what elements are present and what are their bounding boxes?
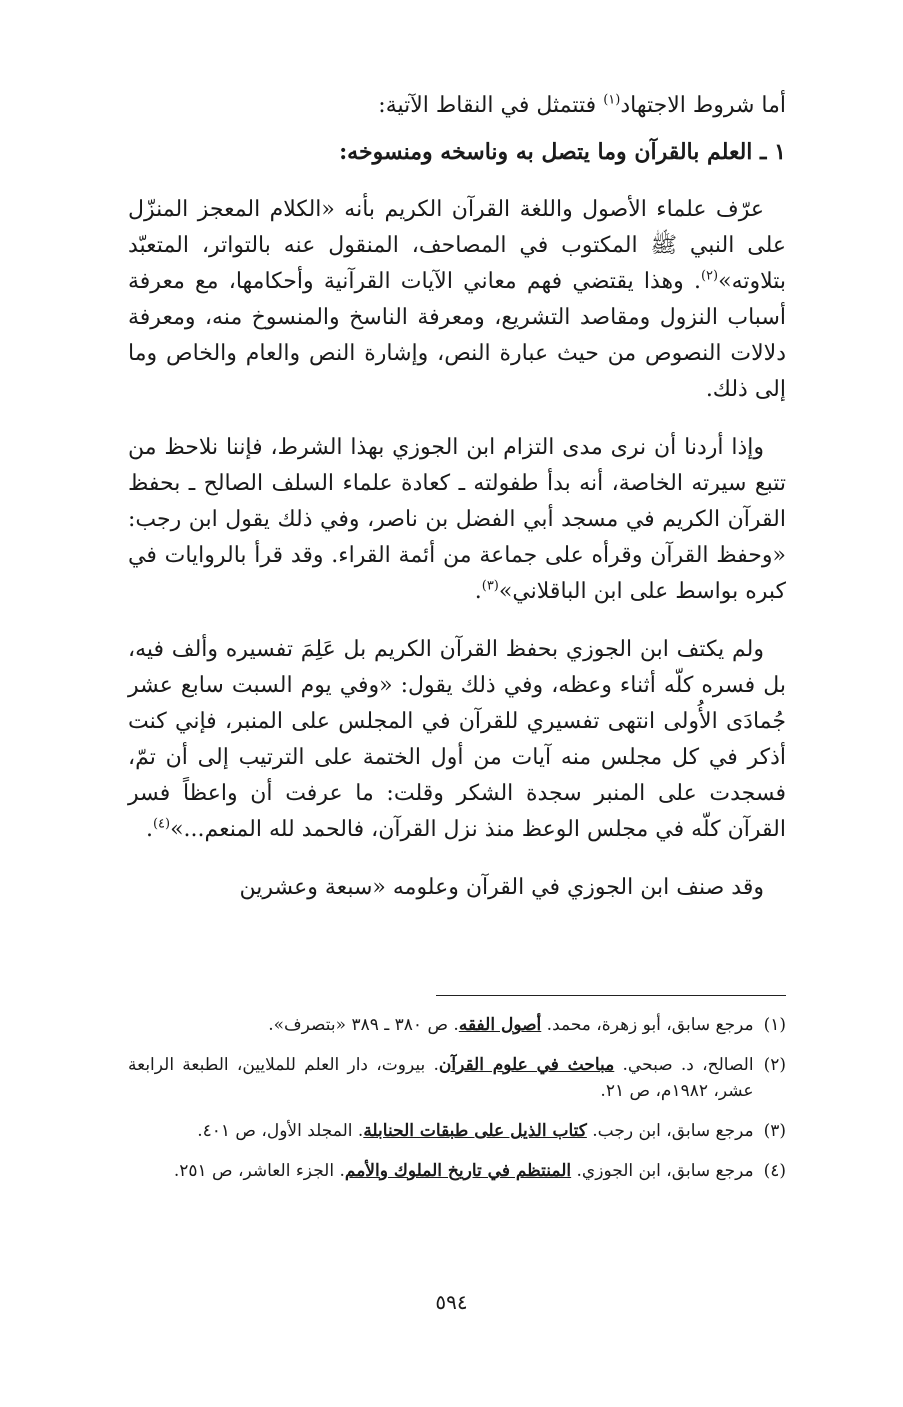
footnote-source: الصالح، د. صبحي.: [614, 1055, 754, 1075]
footnote-item: [128, 1012, 786, 1038]
paragraph-2: [128, 430, 786, 610]
footnote-ref: (٣): [481, 578, 499, 594]
footnote-item: [128, 1052, 786, 1104]
intro-tail: فتتمثل في النقاط الآتية:: [378, 93, 604, 118]
paragraph-text: عرّف علماء الأصول واللغة القرآن الكريم بأنه «الكلام المعجز المنزّل على النبي ﷺ المكتوب في المصاحف، المنقول عنه بالتواتر، المتعبّد بتلاوته»: [128, 197, 786, 294]
paragraph-text: وقد صنف ابن الجوزي في القرآن وعلومه «سبعة وعشرين: [239, 875, 764, 900]
page-number: ٥٩٤: [435, 1290, 468, 1314]
paragraph-3: [128, 632, 786, 848]
footnote-number: (٢): [763, 1055, 786, 1075]
section-heading: ١ ـ العلم بالقرآن وما يتصل به وناسخه ومنسوخه:: [339, 139, 786, 165]
paragraph-tail: .: [145, 817, 153, 842]
intro-text: أما شروط الاجتهاد: [620, 93, 786, 118]
footnote-details: . ص ٣٨٠ ـ ٣٨٩ «بتصرف».: [268, 1015, 459, 1035]
footnote-ref: (١): [603, 92, 621, 108]
footnote-source: مرجع سابق، ابن رجب.: [586, 1121, 754, 1141]
paragraph-text: ولم يكتف ابن الجوزي بحفظ القرآن الكريم بل عَلِمَ تفسيره وألف فيه، بل فسره كلّه أثناء وعظه، وفي ذلك يقول: «وفي يوم السبت سابع عشر جُمادَى الأُولى انتهى تفسيري للقرآن في المجلس على المنبر، فإني كنت أذكر في كل مجلس منه آيات من أول الختمة على الترتيب إلى أن تمّ، فسجدت على المنبر سجدة الشكر وقلت: ما عرفت أن واعظاً فسر القرآن كلّه في مجلس الوعظ منذ نزل القرآن، فالحمد لله المنعم...»: [128, 637, 786, 842]
footnote-title: المنتظم في تاريخ الملوك والأمم: [344, 1161, 572, 1181]
footnote-ref: (٢): [700, 268, 719, 284]
footnote-item: [128, 1118, 786, 1144]
footnote-details: . الجزء العاشر، ص ٢٥١.: [173, 1161, 345, 1181]
paragraph-4: [128, 870, 786, 906]
footnote-text: [128, 1158, 754, 1184]
footnote-divider: [436, 995, 786, 996]
footnote-number: (٣): [763, 1121, 786, 1141]
footnote-number: (١): [763, 1015, 786, 1035]
paragraph-tail: . وهذا يقتضي فهم معاني الآيات القرآنية وأحكامها، مع معرفة أسباب النزول ومقاصد التشريع، ومعرفة الناسخ والمنسوخ منه، ومعرفة دلالات النصوص من حيث عبارة النص، وإشارة النص والعام والخاص وما إلى ذلك.: [128, 269, 786, 402]
footnote-title: مباحث في علوم القرآن: [438, 1055, 615, 1075]
footnote-details: . بيروت، دار العلم للملايين، الطبعة الرابعة عشر، ١٩٨٢م، ص ٢١.: [128, 1055, 754, 1101]
footnote-ref: (٤): [152, 816, 171, 832]
footnote-text: [128, 1012, 754, 1038]
paragraph-tail: .: [474, 579, 482, 604]
main-text: [128, 88, 786, 926]
footnote-number: (٤): [763, 1161, 786, 1181]
footnote-title: أصول الفقه: [458, 1015, 542, 1035]
paragraph-text: وإذا أردنا أن نرى مدى التزام ابن الجوزي بهذا الشرط، فإننا نلاحظ من تتبع سيرته الخاصة، أنه بدأ طفولته ـ كعادة علماء السلف الصالح ـ بحفظ القرآن الكريم في مسجد أبي الفضل بن ناصر، وفي ذلك يقول ابن رجب: «وحفظ القرآن وقرأه على جماعة من أئمة القراء. وقد قرأ بالروايات في كبره بواسط على ابن الباقلاني»: [128, 435, 786, 604]
footnotes: [128, 1012, 786, 1198]
footnote-details: . المجلد الأول، ص ٤٠١.: [197, 1121, 364, 1141]
footnote-title: كتاب الذيل على طبقات الحنابلة: [363, 1121, 587, 1141]
footnote-source: مرجع سابق، أبو زهرة، محمد.: [541, 1015, 754, 1035]
footnote-source: مرجع سابق، ابن الجوزي.: [571, 1161, 754, 1181]
intro-line: [128, 88, 786, 124]
footnote-text: [128, 1052, 754, 1104]
paragraph-1: [128, 192, 786, 408]
footnote-text: [128, 1118, 754, 1144]
footnote-item: [128, 1158, 786, 1184]
